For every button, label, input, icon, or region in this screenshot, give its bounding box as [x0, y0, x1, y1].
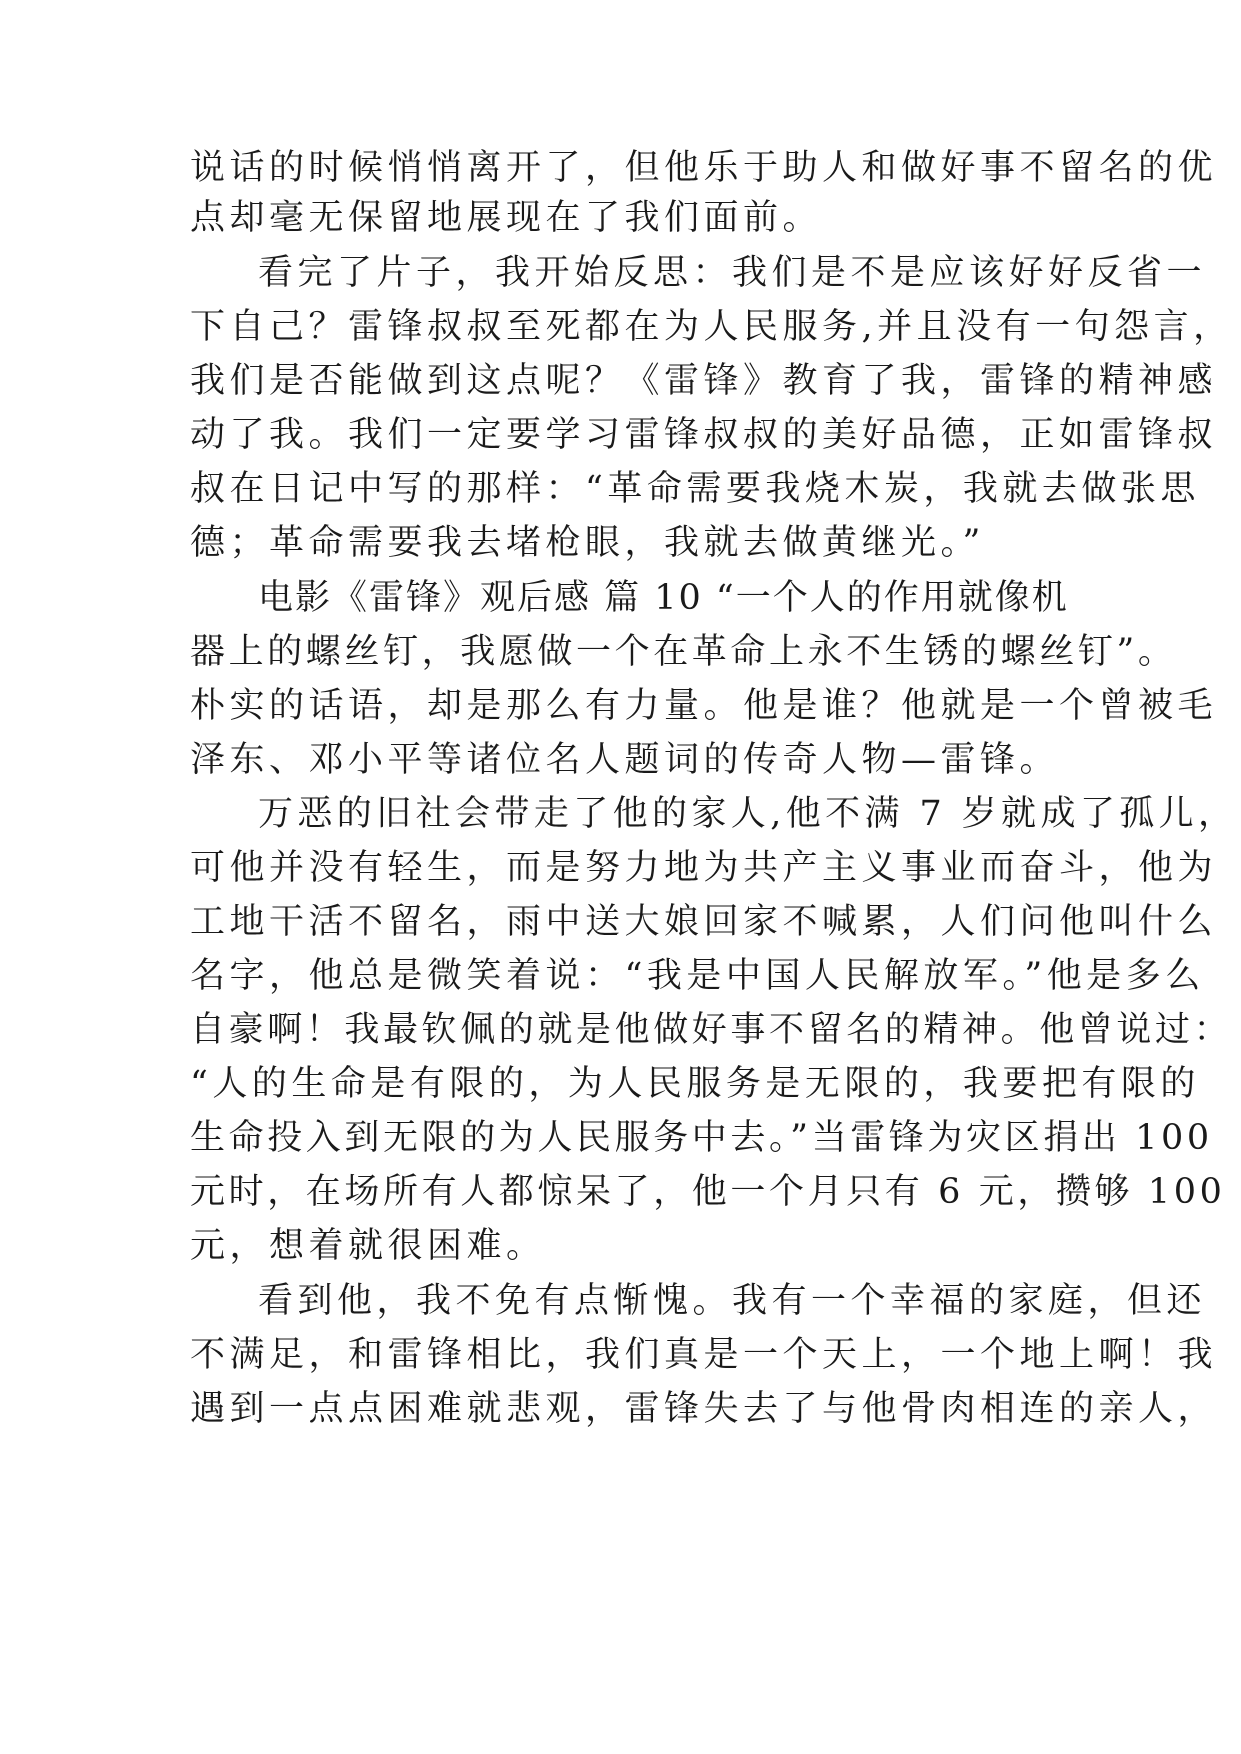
text-line: 生命投入到无限的为人民服务中去。”当雷锋为灾区捐出 100 — [190, 1118, 1213, 1158]
text-line: 我们是否能做到这点呢？《雷锋》教育了我，雷锋的精神感 — [190, 361, 1218, 401]
text-line: 遇到一点点困难就悲观，雷锋失去了与他骨肉相连的亲人， — [190, 1389, 1218, 1429]
paragraph-start-line: 看完了片子，我开始反思：我们是不是应该好好反省一 — [258, 253, 1207, 293]
text-line: 点却毫无保留地展现在了我们面前。 — [190, 198, 823, 238]
text-line: 说话的时候悄悄离开了，但他乐于助人和做好事不留名的优 — [190, 148, 1218, 188]
text-line: “人的生命是有限的，为人民服务是无限的，我要把有限的 — [190, 1064, 1200, 1104]
paragraph-start-line: 万恶的旧社会带走了他的家人,他不满 7 岁就成了孤儿， — [258, 794, 1238, 834]
text-line: 动了我。我们一定要学习雷锋叔叔的美好品德，正如雷锋叔 — [190, 415, 1218, 455]
text-line: 器上的螺丝钉，我愿做一个在革命上永不生锈的螺丝钉”。 — [190, 632, 1177, 672]
text-line: 元，想着就很困难。 — [190, 1226, 546, 1266]
paragraph-start-line: 看到他，我不免有点惭愧。我有一个幸福的家庭，但还 — [258, 1281, 1207, 1321]
text-line: 朴实的话语，却是那么有力量。他是谁？他就是一个曾被毛 — [190, 686, 1218, 726]
text-line: 名字，他总是微笑着说：“我是中国人民解放军。”他是多么 — [190, 956, 1205, 996]
text-line: 可他并没有轻生，而是努力地为共产主义事业而奋斗，他为 — [190, 848, 1218, 888]
text-line: 元时，在场所有人都惊呆了，他一个月只有 6 元，攒够 100 — [190, 1172, 1226, 1212]
text-line: 工地干活不留名，雨中送大娘回家不喊累，人们问他叫什么 — [190, 902, 1218, 942]
text-line: 下自己？雷锋叔叔至死都在为人民服务,并且没有一句怨言， — [190, 307, 1233, 347]
text-line: 泽东、邓小平等诸位名人题词的传奇人物—雷锋。 — [190, 740, 1060, 780]
section-heading-line: 电影《雷锋》观后感 篇 10 “一个人的作用就像机 — [258, 578, 1069, 618]
text-line: 德；革命需要我去堵枪眼，我就去做黄继光。” — [190, 523, 985, 563]
text-line: 自豪啊！我最钦佩的就是他做好事不留名的精神。他曾说过： — [190, 1010, 1233, 1050]
text-line: 不满足，和雷锋相比，我们真是一个天上，一个地上啊！我 — [190, 1335, 1218, 1375]
text-line: 叔在日记中写的那样：“革命需要我烧木炭，我就去做张思 — [190, 469, 1200, 509]
